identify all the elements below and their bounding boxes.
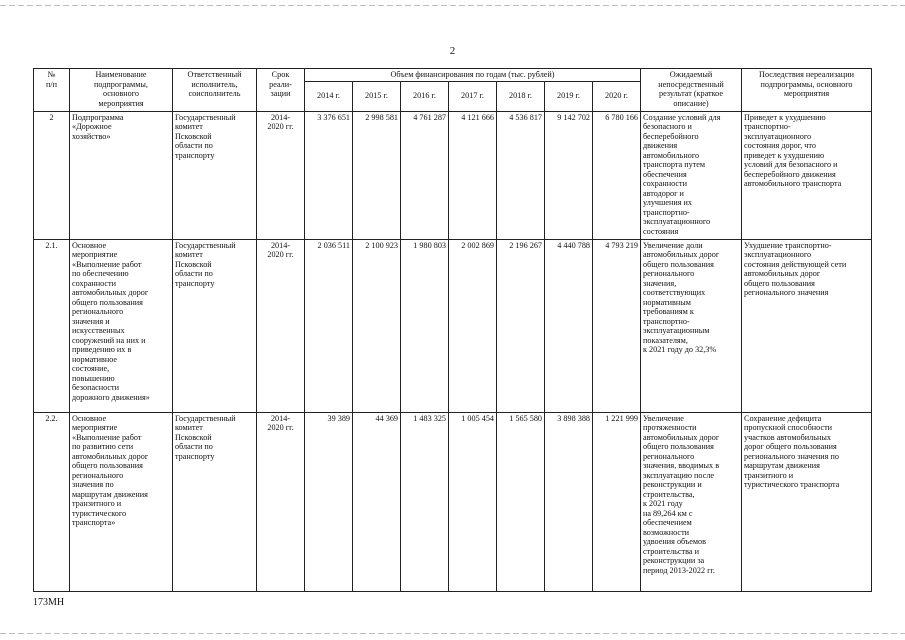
row-num: 2 bbox=[34, 111, 70, 239]
row-consequences: Сохранение дефицита пропускной способности участков автомобильных дорог общего пользования регионального значения по маршрутам движения транзитного и туристического транспорта bbox=[742, 412, 872, 591]
row-value-2019: 3 898 388 bbox=[545, 412, 593, 591]
header-consequences: Последствия нереализации подпрограммы, основного мероприятия bbox=[742, 69, 872, 112]
row-term: 2014- 2020 гг. bbox=[257, 111, 305, 239]
header-year-2017: 2017 г. bbox=[449, 81, 497, 111]
footer-code: 173МН bbox=[33, 597, 65, 608]
row-value-2017: 1 005 454 bbox=[449, 412, 497, 591]
row-executor: Государственный комитет Псковской области по транспорту bbox=[173, 111, 257, 239]
row-value-2015: 2 998 581 bbox=[353, 111, 401, 239]
row-result: Увеличение протяженности автомобильных дорог общего пользования регионального значения, вводимых в эксплуатацию после реконструкции и строительства, к 2021 году на 89,264 км с обеспечением возможности удвоения объемов строительства и реконструкции за период 2013-2022 гг. bbox=[641, 412, 742, 591]
financing-table bbox=[33, 68, 872, 592]
row-value-2018: 1 565 580 bbox=[497, 412, 545, 591]
header-year-2018: 2018 г. bbox=[497, 81, 545, 111]
row-executor: Государственный комитет Псковской области по транспорту bbox=[173, 239, 257, 412]
table-row bbox=[34, 239, 872, 412]
row-value-2017: 4 121 666 bbox=[449, 111, 497, 239]
header-executor: Ответственный исполнитель, соисполнитель bbox=[173, 69, 257, 112]
header-year-2020: 2020 г. bbox=[593, 81, 641, 111]
row-name: Основное мероприятие «Выполнение работ по развитию сети автомобильных дорог общего пользования регионального значения по маршрутам движения транзитного и туристического транспорта» bbox=[70, 412, 173, 591]
row-name: Основное мероприятие «Выполнение работ по обеспечению сохранности автомобильных дорог общего пользования регионального значения и искусственных сооружений на них и приведению их в нормативное состояние, повышению безопасности дорожного движения» bbox=[70, 239, 173, 412]
row-value-2020: 4 793 219 bbox=[593, 239, 641, 412]
row-value-2020: 1 221 999 bbox=[593, 412, 641, 591]
scan-edge-bottom bbox=[0, 633, 905, 634]
row-value-2019: 4 440 788 bbox=[545, 239, 593, 412]
row-value-2015: 2 100 923 bbox=[353, 239, 401, 412]
row-value-2018: 4 536 817 bbox=[497, 111, 545, 239]
table-row bbox=[34, 111, 872, 239]
row-value-2014: 2 036 511 bbox=[305, 239, 353, 412]
row-executor: Государственный комитет Псковской области по транспорту bbox=[173, 412, 257, 591]
row-value-2014: 39 389 bbox=[305, 412, 353, 591]
scan-edge-top bbox=[0, 5, 905, 6]
row-value-2019: 9 142 702 bbox=[545, 111, 593, 239]
header-year-2015: 2015 г. bbox=[353, 81, 401, 111]
row-result: Увеличение доли автомобильных дорог общего пользования регионального значения, соответствующих нормативным требованиям к транспортно- эксплуатационным показателям, к 2021 году до 32,3% bbox=[641, 239, 742, 412]
row-value-2017: 2 002 869 bbox=[449, 239, 497, 412]
page-number: 2 bbox=[449, 45, 456, 57]
row-consequences: Ухудшение транспортно- эксплуатационного состояния действующей сети автомобильных дорог общего пользования регионального значения bbox=[742, 239, 872, 412]
row-result: Создание условий для безопасного и бесперебойного движения автомобильного транспорта путем обеспечения сохранности автодорог и улучшения их транспортно- эксплуатационного состояния bbox=[641, 111, 742, 239]
header-year-2014: 2014 г. bbox=[305, 81, 353, 111]
row-value-2016: 1 980 803 bbox=[401, 239, 449, 412]
row-value-2020: 6 780 166 bbox=[593, 111, 641, 239]
row-value-2015: 44 369 bbox=[353, 412, 401, 591]
header-term: Срок реали- зации bbox=[257, 69, 305, 112]
row-value-2016: 4 761 287 bbox=[401, 111, 449, 239]
header-name: Наименование подпрограммы, основного мероприятия bbox=[70, 69, 173, 112]
header-year-2016: 2016 г. bbox=[401, 81, 449, 111]
row-term: 2014- 2020 гг. bbox=[257, 239, 305, 412]
row-value-2018: 2 196 267 bbox=[497, 239, 545, 412]
header-result: Ожидаемый непосредственный результат (краткое описание) bbox=[641, 69, 742, 112]
row-num: 2.2. bbox=[34, 412, 70, 591]
header-funding-group: Объем финансирования по годам (тыс. рублей) bbox=[305, 69, 641, 82]
row-value-2014: 3 376 651 bbox=[305, 111, 353, 239]
row-name: Подпрограмма «Дорожное хозяйство» bbox=[70, 111, 173, 239]
header-year-2019: 2019 г. bbox=[545, 81, 593, 111]
header-num: № п/п bbox=[34, 69, 70, 112]
row-term: 2014- 2020 гг. bbox=[257, 412, 305, 591]
row-consequences: Приведет к ухудшению транспортно- эксплуатационного состояния дорог, что приведет к ухудшению условий для безопасного и бесперебойного движения автомобильного транспорта bbox=[742, 111, 872, 239]
row-value-2016: 1 483 325 bbox=[401, 412, 449, 591]
table-row bbox=[34, 412, 872, 591]
row-num: 2.1. bbox=[34, 239, 70, 412]
